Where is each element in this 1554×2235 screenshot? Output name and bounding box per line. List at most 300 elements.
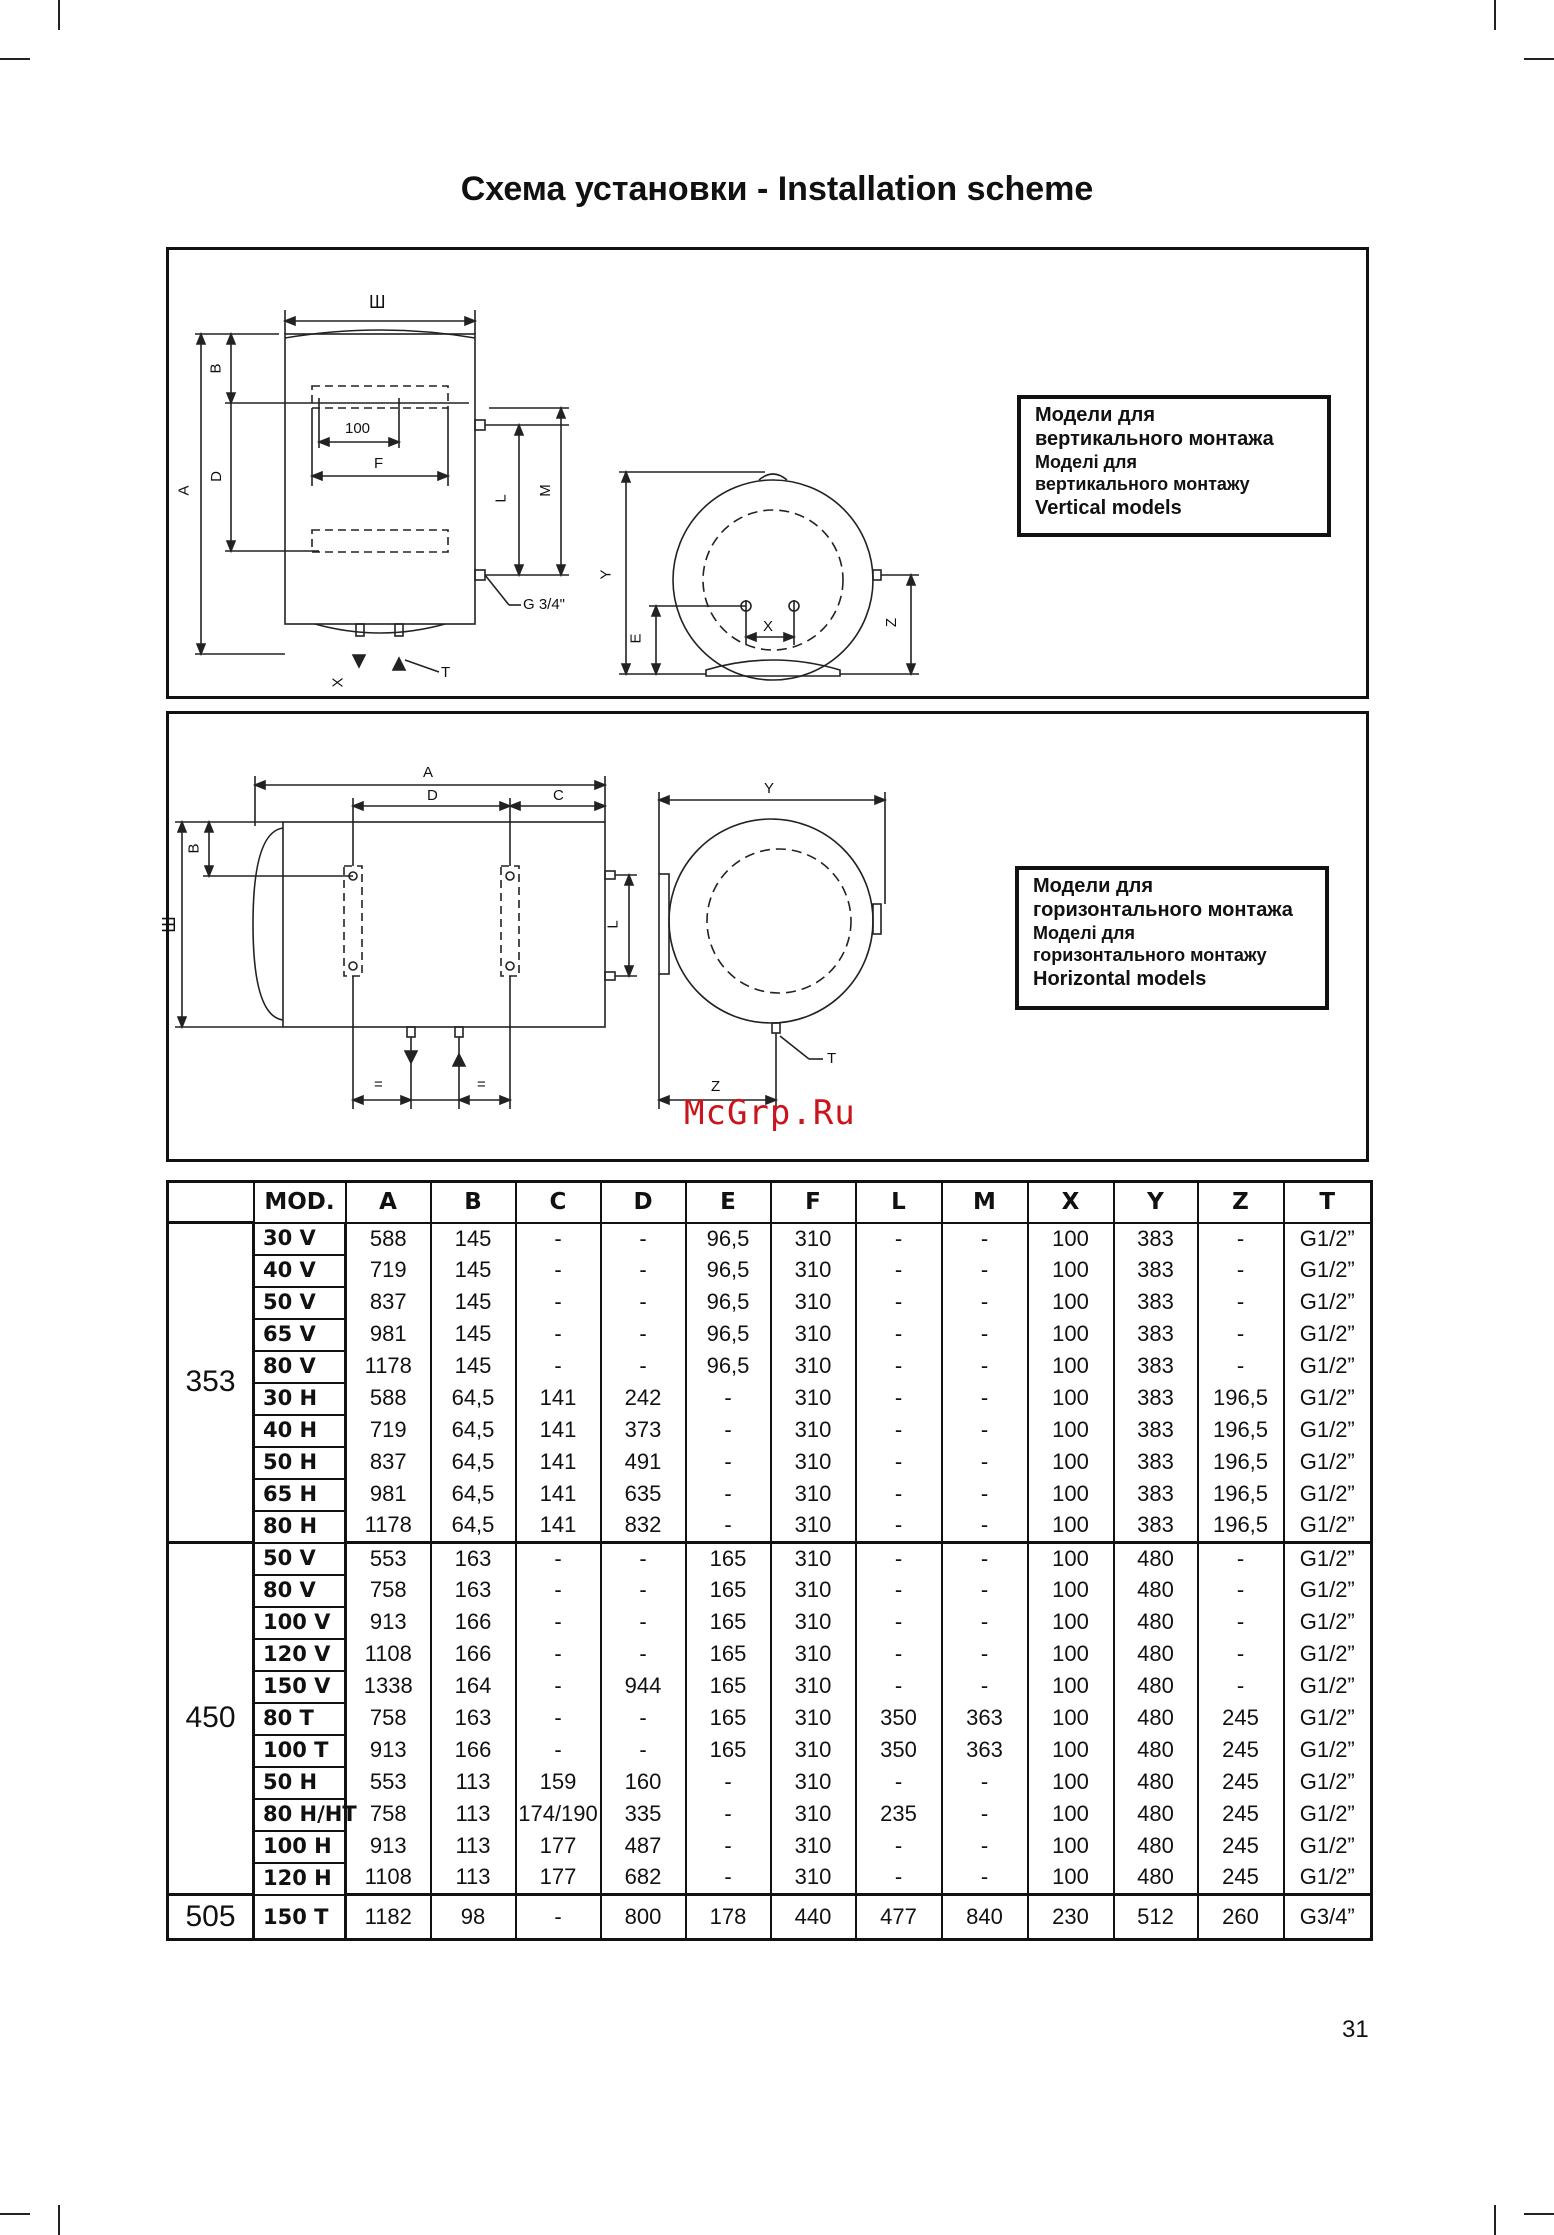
- table-row: [168, 1895, 1372, 1940]
- value-cell: 165: [686, 1575, 771, 1607]
- value-cell: 64,5: [431, 1415, 516, 1447]
- model-cell: 80 V: [254, 1575, 346, 1607]
- value-cell: -: [856, 1767, 942, 1799]
- label-g34: G 3/4": [523, 596, 566, 613]
- value-cell: -: [942, 1255, 1028, 1287]
- value-cell: 230: [1028, 1895, 1114, 1940]
- model-cell: 50 V: [254, 1543, 346, 1575]
- value-cell: -: [601, 1639, 686, 1671]
- label-eq1: =: [374, 1076, 383, 1093]
- model-cell: 80 V: [254, 1351, 346, 1383]
- value-cell: 383: [1114, 1287, 1198, 1319]
- value-cell: 96,5: [686, 1255, 771, 1287]
- table-row: [168, 1447, 1372, 1479]
- value-cell: 310: [771, 1511, 856, 1543]
- value-cell: G1/2”: [1284, 1479, 1372, 1511]
- value-cell: 64,5: [431, 1447, 516, 1479]
- value-cell: -: [856, 1351, 942, 1383]
- table-row: [168, 1735, 1372, 1767]
- model-cell: 80 H/HT: [254, 1799, 346, 1831]
- value-cell: -: [686, 1447, 771, 1479]
- value-cell: 310: [771, 1639, 856, 1671]
- value-cell: -: [1198, 1607, 1284, 1639]
- value-cell: -: [601, 1255, 686, 1287]
- value-cell: 141: [516, 1511, 601, 1543]
- value-cell: 480: [1114, 1543, 1198, 1575]
- value-cell: -: [856, 1543, 942, 1575]
- column-header: A: [346, 1182, 431, 1223]
- value-cell: 383: [1114, 1511, 1198, 1543]
- value-cell: 100: [1028, 1543, 1114, 1575]
- value-cell: G1/2”: [1284, 1799, 1372, 1831]
- value-cell: 310: [771, 1671, 856, 1703]
- value-cell: 100: [1028, 1863, 1114, 1895]
- value-cell: -: [856, 1831, 942, 1863]
- value-cell: G1/2”: [1284, 1639, 1372, 1671]
- value-cell: 113: [431, 1831, 516, 1863]
- value-cell: 245: [1198, 1863, 1284, 1895]
- value-cell: G1/2”: [1284, 1287, 1372, 1319]
- column-header: F: [771, 1182, 856, 1223]
- value-cell: 719: [346, 1255, 431, 1287]
- wall-mount: [659, 874, 669, 974]
- value-cell: -: [942, 1223, 1028, 1255]
- tank-diameter-cell: 353: [168, 1223, 254, 1543]
- pipe-bottom: [475, 570, 485, 580]
- value-cell: G1/2”: [1284, 1319, 1372, 1351]
- value-cell: -: [942, 1671, 1028, 1703]
- value-cell: 588: [346, 1223, 431, 1255]
- connector-t: [395, 624, 403, 636]
- value-cell: 166: [431, 1607, 516, 1639]
- model-cell: 30 H: [254, 1383, 346, 1415]
- value-cell: 64,5: [431, 1383, 516, 1415]
- value-cell: 145: [431, 1287, 516, 1319]
- tank-diameter-cell: 450: [168, 1543, 254, 1895]
- value-cell: 113: [431, 1863, 516, 1895]
- label-l: L: [492, 494, 510, 503]
- value-cell: 383: [1114, 1415, 1198, 1447]
- value-cell: -: [856, 1639, 942, 1671]
- heater-bottom-dashed: [312, 530, 448, 552]
- horizontal-tank-body: [283, 822, 605, 1027]
- value-cell: 178: [686, 1895, 771, 1940]
- table-row: [168, 1351, 1372, 1383]
- value-cell: -: [516, 1351, 601, 1383]
- value-cell: 96,5: [686, 1319, 771, 1351]
- value-cell: 100: [1028, 1799, 1114, 1831]
- value-cell: -: [686, 1767, 771, 1799]
- value-cell: -: [516, 1287, 601, 1319]
- value-cell: 245: [1198, 1767, 1284, 1799]
- connector-x: [356, 624, 364, 636]
- model-cell: 100 H: [254, 1831, 346, 1863]
- value-cell: 913: [346, 1607, 431, 1639]
- value-cell: 553: [346, 1767, 431, 1799]
- label-z: Z: [711, 1078, 721, 1095]
- value-cell: -: [686, 1383, 771, 1415]
- value-cell: -: [942, 1767, 1028, 1799]
- value-cell: 163: [431, 1703, 516, 1735]
- label-eq2: =: [477, 1076, 486, 1093]
- value-cell: 260: [1198, 1895, 1284, 1940]
- value-cell: -: [942, 1447, 1028, 1479]
- value-cell: G1/2”: [1284, 1447, 1372, 1479]
- value-cell: -: [601, 1607, 686, 1639]
- value-cell: -: [516, 1319, 601, 1351]
- value-cell: 588: [346, 1383, 431, 1415]
- value-cell: 383: [1114, 1319, 1198, 1351]
- value-cell: 719: [346, 1415, 431, 1447]
- table-row: [168, 1639, 1372, 1671]
- value-cell: 832: [601, 1511, 686, 1543]
- value-cell: -: [856, 1575, 942, 1607]
- value-cell: -: [686, 1863, 771, 1895]
- value-cell: 242: [601, 1383, 686, 1415]
- value-cell: 113: [431, 1799, 516, 1831]
- value-cell: 196,5: [1198, 1383, 1284, 1415]
- value-cell: 310: [771, 1735, 856, 1767]
- value-cell: 310: [771, 1255, 856, 1287]
- table-row: [168, 1607, 1372, 1639]
- model-cell: 40 H: [254, 1415, 346, 1447]
- value-cell: 96,5: [686, 1351, 771, 1383]
- value-cell: G1/2”: [1284, 1735, 1372, 1767]
- value-cell: -: [856, 1863, 942, 1895]
- legend-line: вертикального монтажу: [1035, 473, 1250, 494]
- value-cell: 100: [1028, 1415, 1114, 1447]
- value-cell: G1/2”: [1284, 1415, 1372, 1447]
- table-row: [168, 1511, 1372, 1543]
- value-cell: 64,5: [431, 1479, 516, 1511]
- value-cell: 98: [431, 1895, 516, 1940]
- value-cell: -: [516, 1671, 601, 1703]
- column-header: M: [942, 1182, 1028, 1223]
- value-cell: 160: [601, 1767, 686, 1799]
- value-cell: 383: [1114, 1383, 1198, 1415]
- value-cell: 100: [1028, 1255, 1114, 1287]
- value-cell: 96,5: [686, 1223, 771, 1255]
- label-d: D: [207, 471, 225, 482]
- pipe-top: [475, 420, 485, 430]
- value-cell: G1/2”: [1284, 1703, 1372, 1735]
- label-sh: Ш: [369, 292, 386, 312]
- label-c: C: [553, 787, 564, 804]
- heater-top-dashed: [312, 386, 448, 408]
- value-cell: 480: [1114, 1639, 1198, 1671]
- value-cell: 245: [1198, 1799, 1284, 1831]
- model-cell: 65 V: [254, 1319, 346, 1351]
- value-cell: 145: [431, 1255, 516, 1287]
- value-cell: -: [601, 1223, 686, 1255]
- table-body: [168, 1223, 1372, 1940]
- value-cell: 310: [771, 1479, 856, 1511]
- value-cell: -: [942, 1575, 1028, 1607]
- value-cell: 480: [1114, 1767, 1198, 1799]
- value-cell: G1/2”: [1284, 1767, 1372, 1799]
- value-cell: 310: [771, 1767, 856, 1799]
- label-d: D: [427, 787, 438, 804]
- value-cell: 100: [1028, 1575, 1114, 1607]
- value-cell: 141: [516, 1447, 601, 1479]
- value-cell: 350: [856, 1703, 942, 1735]
- value-cell: 837: [346, 1447, 431, 1479]
- value-cell: 310: [771, 1863, 856, 1895]
- crop-mark: [1524, 58, 1554, 60]
- value-cell: 363: [942, 1703, 1028, 1735]
- value-cell: 758: [346, 1799, 431, 1831]
- label-f: F: [374, 455, 384, 472]
- value-cell: -: [1198, 1319, 1284, 1351]
- value-cell: 164: [431, 1671, 516, 1703]
- table-row: [168, 1831, 1372, 1863]
- column-header: E: [686, 1182, 771, 1223]
- value-cell: 100: [1028, 1447, 1114, 1479]
- value-cell: -: [516, 1703, 601, 1735]
- value-cell: -: [686, 1479, 771, 1511]
- label-sh: Ш: [158, 916, 179, 933]
- legend-line: горизонтального монтажу: [1033, 944, 1267, 965]
- value-cell: 235: [856, 1799, 942, 1831]
- value-cell: -: [856, 1319, 942, 1351]
- column-header: B: [431, 1182, 516, 1223]
- value-cell: 145: [431, 1319, 516, 1351]
- label-x: X: [329, 677, 347, 688]
- table-header-row: [168, 1182, 1372, 1223]
- value-cell: -: [942, 1543, 1028, 1575]
- value-cell: G1/2”: [1284, 1863, 1372, 1895]
- value-cell: 1108: [346, 1639, 431, 1671]
- value-cell: 635: [601, 1479, 686, 1511]
- model-cell: 120 H: [254, 1863, 346, 1895]
- value-cell: 177: [516, 1863, 601, 1895]
- value-cell: -: [686, 1831, 771, 1863]
- value-cell: -: [856, 1479, 942, 1511]
- value-cell: 165: [686, 1735, 771, 1767]
- value-cell: 383: [1114, 1447, 1198, 1479]
- value-cell: G1/2”: [1284, 1543, 1372, 1575]
- value-cell: 100: [1028, 1735, 1114, 1767]
- value-cell: 100: [1028, 1831, 1114, 1863]
- value-cell: 383: [1114, 1255, 1198, 1287]
- label-100: 100: [345, 420, 371, 437]
- value-cell: 310: [771, 1351, 856, 1383]
- value-cell: 310: [771, 1575, 856, 1607]
- table-row: [168, 1575, 1372, 1607]
- value-cell: -: [516, 1639, 601, 1671]
- model-cell: 120 V: [254, 1639, 346, 1671]
- value-cell: -: [942, 1479, 1028, 1511]
- value-cell: 383: [1114, 1479, 1198, 1511]
- tank-bottom-cap: [315, 624, 445, 633]
- table-row: [168, 1415, 1372, 1447]
- value-cell: -: [942, 1287, 1028, 1319]
- value-cell: 480: [1114, 1863, 1198, 1895]
- table-row: [168, 1287, 1372, 1319]
- value-cell: 440: [771, 1895, 856, 1940]
- value-cell: 383: [1114, 1223, 1198, 1255]
- value-cell: -: [516, 1735, 601, 1767]
- label-l: L: [604, 920, 622, 929]
- model-cell: 150 V: [254, 1671, 346, 1703]
- vertical-tank-body: [285, 334, 475, 624]
- page-title: Схема установки - Installation scheme: [460, 170, 1094, 208]
- value-cell: 174/190: [516, 1799, 601, 1831]
- value-cell: 145: [431, 1351, 516, 1383]
- value-cell: -: [942, 1351, 1028, 1383]
- value-cell: 1182: [346, 1895, 431, 1940]
- model-cell: 65 H: [254, 1479, 346, 1511]
- value-cell: -: [1198, 1671, 1284, 1703]
- value-cell: 100: [1028, 1223, 1114, 1255]
- value-cell: -: [516, 1223, 601, 1255]
- value-cell: 165: [686, 1639, 771, 1671]
- value-cell: 682: [601, 1863, 686, 1895]
- value-cell: 310: [771, 1287, 856, 1319]
- value-cell: -: [601, 1703, 686, 1735]
- value-cell: -: [686, 1799, 771, 1831]
- value-cell: -: [516, 1575, 601, 1607]
- label-b: B: [185, 843, 203, 854]
- value-cell: 100: [1028, 1319, 1114, 1351]
- value-cell: 245: [1198, 1735, 1284, 1767]
- value-cell: 310: [771, 1543, 856, 1575]
- label-xr: X: [763, 618, 774, 635]
- label-t: T: [441, 664, 451, 681]
- value-cell: -: [942, 1511, 1028, 1543]
- value-cell: 981: [346, 1479, 431, 1511]
- value-cell: G1/2”: [1284, 1351, 1372, 1383]
- label-m: M: [536, 484, 554, 497]
- model-cell: 40 V: [254, 1255, 346, 1287]
- value-cell: 758: [346, 1703, 431, 1735]
- value-cell: -: [1198, 1575, 1284, 1607]
- value-cell: -: [516, 1607, 601, 1639]
- label-z: Z: [883, 617, 901, 628]
- model-cell: 100 T: [254, 1735, 346, 1767]
- bracket-left-dashed: [344, 866, 362, 976]
- value-cell: 837: [346, 1287, 431, 1319]
- value-cell: 913: [346, 1831, 431, 1863]
- value-cell: 800: [601, 1895, 686, 1940]
- value-cell: -: [856, 1383, 942, 1415]
- table-row: [168, 1703, 1372, 1735]
- value-cell: 196,5: [1198, 1415, 1284, 1447]
- value-cell: 310: [771, 1415, 856, 1447]
- value-cell: 310: [771, 1831, 856, 1863]
- table-row: [168, 1319, 1372, 1351]
- horizontal-models-legend: [1015, 866, 1329, 1010]
- value-cell: 100: [1028, 1671, 1114, 1703]
- value-cell: -: [856, 1287, 942, 1319]
- label-e: E: [627, 633, 645, 644]
- value-cell: -: [856, 1447, 942, 1479]
- value-cell: -: [856, 1607, 942, 1639]
- crop-mark: [0, 58, 30, 60]
- value-cell: 477: [856, 1895, 942, 1940]
- value-cell: -: [601, 1351, 686, 1383]
- value-cell: 310: [771, 1319, 856, 1351]
- value-cell: -: [942, 1799, 1028, 1831]
- legend-line: Horizontal models: [1033, 967, 1207, 990]
- value-cell: 480: [1114, 1671, 1198, 1703]
- value-cell: -: [1198, 1287, 1284, 1319]
- value-cell: 141: [516, 1415, 601, 1447]
- value-cell: -: [856, 1671, 942, 1703]
- value-cell: G1/2”: [1284, 1575, 1372, 1607]
- value-cell: G1/2”: [1284, 1255, 1372, 1287]
- vertical-models-diagram: [166, 247, 1369, 699]
- bracket-right-dashed: [501, 866, 519, 976]
- crop-mark: [0, 2213, 30, 2215]
- crop-mark: [1494, 0, 1496, 30]
- legend-line: Моделі для: [1033, 922, 1135, 943]
- value-cell: 310: [771, 1607, 856, 1639]
- model-cell: 50 H: [254, 1767, 346, 1799]
- column-header: T: [1284, 1182, 1372, 1223]
- value-cell: 840: [942, 1895, 1028, 1940]
- model-cell: 50 H: [254, 1447, 346, 1479]
- column-header: [168, 1182, 254, 1223]
- table-row: [168, 1223, 1372, 1255]
- value-cell: -: [1198, 1255, 1284, 1287]
- table-row: [168, 1383, 1372, 1415]
- column-header: D: [601, 1182, 686, 1223]
- legend-line: вертикального монтажа: [1035, 428, 1274, 451]
- value-cell: -: [601, 1287, 686, 1319]
- value-cell: 335: [601, 1799, 686, 1831]
- value-cell: 480: [1114, 1607, 1198, 1639]
- value-cell: -: [942, 1319, 1028, 1351]
- value-cell: 96,5: [686, 1287, 771, 1319]
- crop-mark: [58, 0, 60, 30]
- value-cell: -: [1198, 1639, 1284, 1671]
- value-cell: 100: [1028, 1703, 1114, 1735]
- value-cell: 196,5: [1198, 1447, 1284, 1479]
- value-cell: 512: [1114, 1895, 1198, 1940]
- column-header: L: [856, 1182, 942, 1223]
- value-cell: 363: [942, 1735, 1028, 1767]
- value-cell: 758: [346, 1575, 431, 1607]
- table-row: [168, 1799, 1372, 1831]
- value-cell: -: [601, 1575, 686, 1607]
- value-cell: 166: [431, 1735, 516, 1767]
- value-cell: 196,5: [1198, 1479, 1284, 1511]
- legend-line: Модели для: [1033, 875, 1154, 897]
- value-cell: 350: [856, 1735, 942, 1767]
- value-cell: 383: [1114, 1351, 1198, 1383]
- value-cell: 310: [771, 1703, 856, 1735]
- value-cell: 553: [346, 1543, 431, 1575]
- value-cell: G3/4”: [1284, 1895, 1372, 1940]
- crop-mark: [1494, 2205, 1496, 2235]
- value-cell: -: [856, 1255, 942, 1287]
- value-cell: 64,5: [431, 1511, 516, 1543]
- value-cell: -: [1198, 1223, 1284, 1255]
- value-cell: 165: [686, 1703, 771, 1735]
- value-cell: -: [856, 1511, 942, 1543]
- column-header: X: [1028, 1182, 1114, 1223]
- value-cell: 245: [1198, 1831, 1284, 1863]
- value-cell: -: [942, 1383, 1028, 1415]
- column-header: MOD.: [254, 1182, 346, 1223]
- value-cell: 163: [431, 1575, 516, 1607]
- value-cell: 100: [1028, 1511, 1114, 1543]
- value-cell: G1/2”: [1284, 1223, 1372, 1255]
- model-cell: 100 V: [254, 1607, 346, 1639]
- value-cell: 177: [516, 1831, 601, 1863]
- value-cell: 245: [1198, 1703, 1284, 1735]
